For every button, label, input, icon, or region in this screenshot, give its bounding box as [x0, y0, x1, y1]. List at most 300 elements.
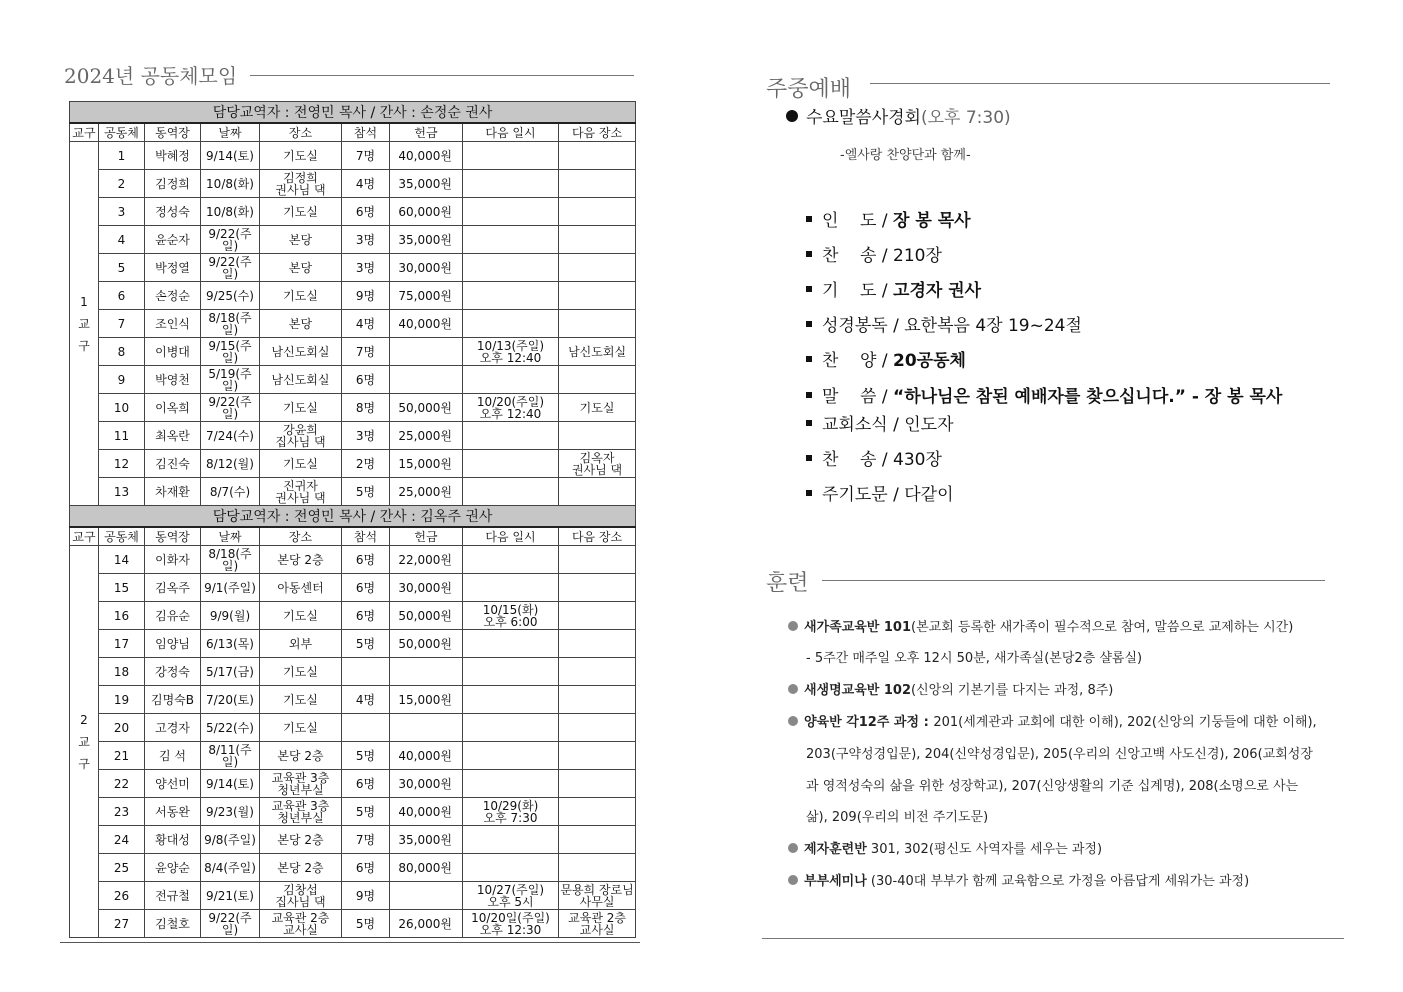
cell-next-place [559, 366, 636, 394]
cell-community-no: 23 [99, 798, 145, 826]
cell-leader: 이화자 [145, 546, 201, 574]
cell-offering: 30,000원 [390, 254, 463, 282]
table-row [70, 254, 636, 282]
cell-leader: 김진숙 [145, 450, 201, 478]
cell-offering [390, 366, 463, 394]
cell-offering: 35,000원 [390, 170, 463, 198]
cell-community-no: 9 [99, 366, 145, 394]
cell-next-date: 10/20(주일) 오후 12:40 [463, 394, 559, 422]
cell-next-date: 10/27(주일) 오후 5시 [463, 882, 559, 910]
cell-leader: 윤양순 [145, 854, 201, 882]
cell-leader: 김철호 [145, 910, 201, 938]
cell-offering [390, 658, 463, 686]
section-title-training: 훈련 [766, 571, 809, 596]
table-row [70, 422, 636, 450]
order-label: 성경봉독 [822, 316, 888, 336]
col-header: 장소 [260, 123, 342, 142]
order-value: 인도자 [904, 415, 954, 435]
training-name: 제자훈련반 [804, 842, 867, 857]
square-bullet-icon [806, 455, 812, 461]
cell-attendance: 5명 [342, 478, 390, 506]
cell-attendance: 7명 [342, 142, 390, 170]
square-bullet-icon [806, 356, 812, 362]
table-row [70, 714, 636, 742]
cell-attendance: 4명 [342, 310, 390, 338]
cell-date: 7/20(토) [201, 686, 260, 714]
cell-attendance: 6명 [342, 366, 390, 394]
table-row [70, 882, 636, 910]
training-desc: (신앙의 기본기를 다지는 과정, 8주) [911, 683, 1114, 698]
cell-attendance: 5명 [342, 910, 390, 938]
cell-date: 10/8(화) [201, 198, 260, 226]
training-desc: 301, 302(평신도 사역자를 세우는 과정) [866, 842, 1103, 857]
order-item [806, 346, 966, 371]
cell-community-no: 2 [99, 170, 145, 198]
training-name: 새가족교육반 101 [804, 620, 912, 635]
cell-offering: 50,000원 [390, 394, 463, 422]
col-header: 참석 [342, 123, 390, 142]
order-label: 찬 양 [822, 351, 877, 371]
cell-next-place [559, 254, 636, 282]
cell-place: 교육관 3층 청년부실 [260, 798, 342, 826]
cell-next-place [559, 630, 636, 658]
cell-date: 9/8(주일) [201, 826, 260, 854]
col-header: 교구 [70, 527, 99, 546]
cell-community-no: 26 [99, 882, 145, 910]
cell-offering: 40,000원 [390, 310, 463, 338]
cell-next-date: 10/13(주일) 오후 12:40 [463, 338, 559, 366]
col-header: 장소 [260, 527, 342, 546]
cell-community-no: 12 [99, 450, 145, 478]
training-item [788, 679, 1113, 698]
table-row [70, 602, 636, 630]
cell-date: 8/7(수) [201, 478, 260, 506]
cell-next-date [463, 630, 559, 658]
cell-offering: 50,000원 [390, 602, 463, 630]
order-separator: / [876, 211, 894, 231]
cell-next-date [463, 198, 559, 226]
cell-community-no: 21 [99, 742, 145, 770]
table-row [70, 910, 636, 938]
order-separator: / [887, 485, 905, 505]
cell-next-place: 문용희 장로님 사무실 [560, 882, 634, 909]
cell-community-no: 16 [99, 602, 145, 630]
district-label: 1 교 구 [70, 142, 99, 506]
table-header-row [70, 527, 636, 546]
table-row [70, 142, 636, 170]
cell-next-date [463, 170, 559, 198]
order-separator: / [887, 316, 905, 336]
cell-attendance: 3명 [342, 422, 390, 450]
cell-leader: 박정열 [145, 254, 201, 282]
table-row [70, 338, 636, 366]
cell-leader: 최옥란 [145, 422, 201, 450]
table-row [70, 854, 636, 882]
cell-leader: 양선미 [145, 770, 201, 798]
cell-community-no: 4 [99, 226, 145, 254]
cell-attendance: 4명 [342, 686, 390, 714]
cell-next-place [559, 170, 636, 198]
cell-place: 본당 2층 [260, 826, 342, 854]
cell-place: 기도실 [260, 282, 342, 310]
table-caption: 담당교역자 : 전영민 목사 / 간사 : 손정순 권사 [70, 102, 636, 124]
order-value: 210장 [893, 246, 942, 266]
order-label: 기 도 [822, 281, 877, 301]
cell-leader: 서동완 [145, 798, 201, 826]
cell-next-date [463, 478, 559, 506]
cell-date: 6/13(목) [201, 630, 260, 658]
cell-date: 9/15(주일) [201, 338, 260, 366]
cell-place: 본당 [260, 310, 342, 338]
training-item [788, 616, 1293, 635]
cell-attendance: 5명 [342, 798, 390, 826]
cell-date: 9/9(월) [201, 602, 260, 630]
order-label: 찬 송 [822, 246, 877, 266]
cell-date: 5/19(주일) [201, 366, 260, 394]
order-item [806, 311, 1082, 336]
col-header: 동역장 [145, 123, 201, 142]
cell-community-no: 14 [99, 546, 145, 574]
table-row [70, 282, 636, 310]
service-with: -엘사랑 찬양단과 함께- [840, 148, 971, 163]
cell-leader: 손정순 [145, 282, 201, 310]
cell-offering [390, 714, 463, 742]
cell-next-date [463, 142, 559, 170]
cell-leader: 임양님 [145, 630, 201, 658]
order-item [806, 445, 942, 470]
cell-community-no: 15 [99, 574, 145, 602]
order-separator: / [876, 450, 894, 470]
cell-date: 5/22(수) [201, 714, 260, 742]
cell-attendance: 6명 [342, 574, 390, 602]
cell-offering: 35,000원 [390, 826, 463, 854]
table-row [70, 310, 636, 338]
bullet-icon [788, 875, 798, 885]
cell-place: 기도실 [260, 658, 342, 686]
order-value: 20공동체 [893, 351, 966, 371]
order-separator: / [876, 281, 894, 301]
district-label: 2 교 구 [70, 546, 99, 938]
right-bottom-rule [762, 938, 1344, 939]
table-row [70, 394, 636, 422]
cell-attendance [342, 658, 390, 686]
service-time: (오후 7:30) [920, 108, 1011, 128]
cell-place: 김창섭 집사님 댁 [260, 882, 342, 910]
cell-community-no: 11 [99, 422, 145, 450]
cell-leader: 강정숙 [145, 658, 201, 686]
cell-offering [390, 882, 463, 910]
order-separator: / [876, 351, 894, 371]
table-row [70, 170, 636, 198]
cell-next-place [559, 798, 636, 826]
cell-leader: 고경자 [145, 714, 201, 742]
cell-next-place [559, 658, 636, 686]
cell-leader: 윤순자 [145, 226, 201, 254]
cell-attendance: 6명 [342, 770, 390, 798]
order-item [806, 206, 971, 231]
cell-date: 9/14(토) [201, 142, 260, 170]
cell-leader: 정성숙 [145, 198, 201, 226]
order-item [806, 410, 954, 435]
table-row [70, 770, 636, 798]
training-desc: (본교회 등록한 새가족이 필수적으로 참여, 말씀으로 교제하는 시간) [911, 620, 1294, 635]
cell-next-date [463, 546, 559, 574]
training-item [788, 838, 1102, 857]
cell-place: 기도실 [260, 394, 342, 422]
cell-next-date [463, 742, 559, 770]
cell-leader: 김명숙B [145, 686, 201, 714]
cell-community-no: 27 [99, 910, 145, 938]
cell-date: 9/22(주일) [201, 910, 260, 938]
table-row [70, 450, 636, 478]
cell-community-no: 13 [99, 478, 145, 506]
cell-next-date [463, 658, 559, 686]
order-value: 요한복음 4장 19~24절 [904, 316, 1082, 336]
square-bullet-icon [806, 286, 812, 292]
cell-place: 남신도회실 [260, 338, 342, 366]
cell-offering: 75,000원 [390, 282, 463, 310]
order-label: 주기도문 [822, 485, 888, 505]
cell-place: 기도실 [260, 602, 342, 630]
cell-attendance: 8명 [342, 394, 390, 422]
cell-date: 8/18(주일) [201, 546, 260, 574]
table-row [70, 546, 636, 574]
cell-place: 본당 [260, 254, 342, 282]
cell-offering: 80,000원 [390, 854, 463, 882]
order-label: 교회소식 [822, 415, 888, 435]
table-row [70, 198, 636, 226]
community-table-2 [69, 505, 636, 938]
cell-date: 10/8(화) [201, 170, 260, 198]
cell-place: 김정희 권사님 댁 [260, 170, 342, 198]
cell-offering: 26,000원 [390, 910, 463, 938]
cell-leader: 박영천 [145, 366, 201, 394]
cell-attendance: 5명 [342, 742, 390, 770]
cell-next-date [463, 310, 559, 338]
training-detail: - 5주간 매주일 오후 12시 50분, 새가족실(본당2층 샬롬실) [806, 651, 1143, 666]
cell-next-date [463, 422, 559, 450]
cell-community-no: 6 [99, 282, 145, 310]
training-desc: (30-40대 부부가 함께 교육함으로 가정을 아름답게 세워가는 과정) [866, 874, 1250, 889]
cell-date: 5/17(금) [201, 658, 260, 686]
cell-next-place: 김옥자 권사님 댁 [559, 450, 636, 478]
cell-next-place [559, 686, 636, 714]
col-header: 날짜 [201, 527, 260, 546]
section-title-community: 2024년 공동체모임 [64, 64, 238, 88]
training-detail: 203(구약성경입문), 204(신약성경입문), 205(우리의 신앙고백 사도신경), 206(교회성장 [806, 747, 1313, 762]
cell-next-place [559, 142, 636, 170]
col-header: 헌금 [390, 527, 463, 546]
cell-place: 기도실 [260, 142, 342, 170]
cell-next-place [559, 478, 636, 506]
cell-next-place [559, 546, 636, 574]
worship-title-rule [870, 83, 1330, 84]
cell-attendance: 6명 [342, 198, 390, 226]
cell-date: 9/23(월) [201, 798, 260, 826]
cell-community-no: 10 [99, 394, 145, 422]
table-row [70, 630, 636, 658]
cell-offering: 40,000원 [390, 142, 463, 170]
cell-leader: 차재환 [145, 478, 201, 506]
cell-offering: 15,000원 [390, 450, 463, 478]
cell-leader: 조인식 [145, 310, 201, 338]
cell-leader: 전규철 [145, 882, 201, 910]
cell-community-no: 24 [99, 826, 145, 854]
order-value: 장 봉 목사 [893, 211, 971, 231]
cell-next-place [559, 198, 636, 226]
training-desc: 201(세계관과 교회에 대한 이해), 202(신앙의 기둥들에 대한 이해), [933, 715, 1317, 730]
table-row [70, 686, 636, 714]
cell-place: 강윤희 집사님 댁 [260, 422, 342, 450]
col-header: 공동체 [99, 123, 145, 142]
table-row [70, 826, 636, 854]
training-detail: 과 영적성숙의 삶을 위한 성장학교), 207(신앙생활의 기준 십계명), 208(소명으로 사는 [806, 779, 1299, 794]
cell-date: 9/1(주일) [201, 574, 260, 602]
square-bullet-icon [806, 251, 812, 257]
training-name: 새생명교육반 102 [804, 683, 912, 698]
cell-place: 본당 2층 [260, 854, 342, 882]
cell-next-place [559, 602, 636, 630]
cell-offering: 22,000원 [390, 546, 463, 574]
col-header: 교구 [70, 123, 99, 142]
order-value: 고경자 권사 [893, 281, 982, 301]
col-header: 공동체 [99, 527, 145, 546]
cell-attendance: 9명 [342, 282, 390, 310]
order-item [806, 241, 942, 266]
order-separator: / [887, 415, 905, 435]
cell-offering: 30,000원 [390, 574, 463, 602]
cell-next-place [559, 826, 636, 854]
cell-next-place [559, 714, 636, 742]
cell-leader: 이병대 [145, 338, 201, 366]
section-title-worship: 주중예배 [766, 77, 852, 102]
cell-date: 9/22(주일) [201, 254, 260, 282]
cell-date: 7/24(수) [201, 422, 260, 450]
cell-place: 기도실 [260, 686, 342, 714]
square-bullet-icon [806, 420, 812, 426]
cell-date: 9/14(토) [201, 770, 260, 798]
cell-offering: 50,000원 [390, 630, 463, 658]
order-separator: / [876, 387, 894, 407]
cell-date: 8/18(주일) [201, 310, 260, 338]
col-header: 헌금 [390, 123, 463, 142]
cell-next-place [559, 854, 636, 882]
bullet-icon [788, 621, 798, 631]
cell-attendance [342, 714, 390, 742]
cell-next-place [559, 422, 636, 450]
cell-next-date [463, 282, 559, 310]
table-header-row [70, 123, 636, 142]
col-header: 다음 장소 [559, 527, 636, 546]
cell-date: 9/21(토) [201, 882, 260, 910]
cell-next-date [463, 826, 559, 854]
cell-attendance: 9명 [342, 882, 390, 910]
cell-next-place: 남신도회실 [559, 338, 636, 366]
cell-community-no: 8 [99, 338, 145, 366]
table-row [70, 658, 636, 686]
cell-offering: 40,000원 [390, 742, 463, 770]
col-header: 다음 일시 [463, 123, 559, 142]
cell-attendance: 7명 [342, 826, 390, 854]
table-row [70, 478, 636, 506]
cell-offering: 35,000원 [390, 226, 463, 254]
cell-next-place [559, 226, 636, 254]
square-bullet-icon [806, 392, 812, 398]
cell-attendance: 5명 [342, 630, 390, 658]
cell-next-place [559, 770, 636, 798]
cell-offering: 15,000원 [390, 686, 463, 714]
table-row [70, 366, 636, 394]
cell-community-no: 20 [99, 714, 145, 742]
order-label: 찬 송 [822, 450, 877, 470]
order-item [806, 480, 954, 505]
cell-place: 교육관 2층 교사실 [260, 910, 342, 938]
cell-next-date [463, 450, 559, 478]
cell-place: 본당 2층 [260, 742, 342, 770]
cell-next-date: 10/20일(주일) 오후 12:30 [463, 910, 559, 938]
cell-date: 8/4(주일) [201, 854, 260, 882]
order-value: “하나님은 참된 예배자를 찾으십니다.” - 장 봉 목사 [893, 387, 1283, 407]
bullet-icon [788, 716, 798, 726]
cell-offering: 40,000원 [390, 798, 463, 826]
cell-community-no: 18 [99, 658, 145, 686]
cell-community-no: 3 [99, 198, 145, 226]
cell-community-no: 25 [99, 854, 145, 882]
cell-leader: 김유순 [145, 602, 201, 630]
cell-next-place: 기도실 [559, 394, 636, 422]
cell-next-place: 교육관 2층 교사실 [559, 910, 636, 938]
order-value: 다같이 [904, 485, 954, 505]
square-bullet-icon [806, 216, 812, 222]
cell-community-no: 1 [99, 142, 145, 170]
col-header: 날짜 [201, 123, 260, 142]
cell-date: 8/12(월) [201, 450, 260, 478]
cell-next-date [463, 366, 559, 394]
table-row [70, 798, 636, 826]
col-header: 다음 장소 [559, 123, 636, 142]
cell-place: 교육관 3층 청년부실 [260, 770, 342, 798]
cell-attendance: 2명 [342, 450, 390, 478]
cell-place: 아동센터 [260, 574, 342, 602]
training-title-rule [822, 580, 1325, 581]
cell-next-date: 10/29(화) 오후 7:30 [463, 798, 559, 826]
cell-next-date [463, 226, 559, 254]
cell-next-place [559, 574, 636, 602]
cell-community-no: 17 [99, 630, 145, 658]
cell-next-date [463, 714, 559, 742]
cell-leader: 김옥주 [145, 574, 201, 602]
cell-community-no: 7 [99, 310, 145, 338]
order-item [806, 382, 1282, 407]
cell-place: 기도실 [260, 714, 342, 742]
cell-place: 기도실 [260, 198, 342, 226]
cell-next-date [463, 686, 559, 714]
service-heading [786, 103, 1011, 128]
training-name: 부부세미나 [804, 874, 867, 889]
cell-leader: 황대성 [145, 826, 201, 854]
cell-community-no: 5 [99, 254, 145, 282]
cell-attendance: 3명 [342, 226, 390, 254]
cell-date: 9/25(수) [201, 282, 260, 310]
cell-leader: 박혜정 [145, 142, 201, 170]
cell-place: 본당 [260, 226, 342, 254]
bullet-icon [788, 684, 798, 694]
cell-offering: 30,000원 [390, 770, 463, 798]
table-row [70, 574, 636, 602]
cell-next-date [463, 770, 559, 798]
cell-leader: 이옥희 [145, 394, 201, 422]
cell-next-place [559, 742, 636, 770]
